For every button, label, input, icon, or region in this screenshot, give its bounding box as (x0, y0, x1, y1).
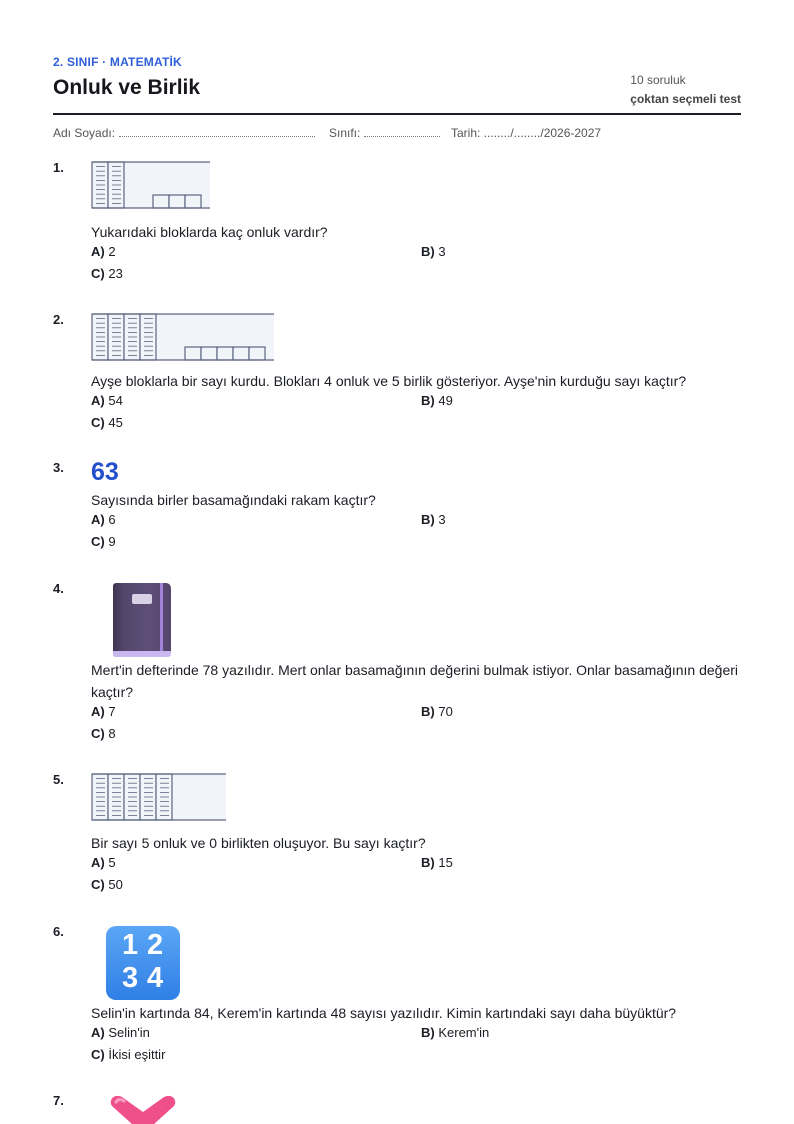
featured-number: 63 (91, 458, 119, 486)
option-text: 70 (438, 704, 453, 719)
option-text: 49 (438, 393, 453, 408)
option-text: 8 (108, 726, 116, 741)
worksheet-page (53, 0, 741, 1108)
option-text: 23 (108, 266, 123, 281)
option-text: 6 (108, 512, 116, 527)
one-cube (201, 347, 217, 360)
base10-blocks-figure (91, 773, 226, 825)
option-letter: C) (91, 534, 105, 549)
option-b[interactable] (421, 512, 446, 527)
question-content (91, 659, 741, 741)
option-text: 7 (108, 704, 116, 719)
digit: 3 (122, 962, 139, 994)
name-blank[interactable] (119, 126, 315, 137)
option-text: 54 (108, 393, 123, 408)
option-letter: B) (421, 393, 435, 408)
option-a[interactable] (91, 1025, 150, 1040)
option-text: Selin'in (108, 1025, 150, 1040)
option-text: 2 (108, 244, 116, 259)
option-c[interactable] (91, 534, 116, 549)
question-number: 1. (53, 160, 64, 175)
base10-blocks-figure (91, 313, 274, 365)
question-content (91, 489, 741, 549)
question-content (91, 221, 741, 281)
one-cube (217, 347, 233, 360)
option-letter: B) (421, 512, 435, 527)
student-info (53, 115, 741, 155)
option-letter: C) (91, 877, 105, 892)
question-body (91, 773, 741, 830)
tens-blocks (92, 314, 274, 360)
question-number: 3. (53, 460, 64, 475)
question-count: 10 soruluk (630, 73, 686, 87)
option-a[interactable] (91, 512, 116, 527)
option-c[interactable] (91, 1047, 165, 1062)
notebook-band (160, 583, 163, 651)
question-content (91, 370, 741, 430)
digit: 4 (147, 962, 164, 994)
question-body (106, 1094, 756, 1124)
option-text: 3 (438, 244, 446, 259)
question-body (91, 457, 741, 487)
option-text: 50 (108, 877, 123, 892)
grade-subject: 2. SINIF · MATEMATİK (53, 55, 182, 69)
numbers-1234-icon (106, 926, 180, 1000)
option-letter: B) (421, 704, 435, 719)
notebook-label (132, 594, 152, 604)
option-letter: B) (421, 1025, 435, 1040)
option-a[interactable] (91, 393, 123, 408)
worksheet-header (53, 0, 741, 115)
option-a[interactable] (91, 855, 116, 870)
option-letter: A) (91, 393, 105, 408)
test-meta (630, 71, 741, 109)
question-number: 5. (53, 772, 64, 787)
one-cube (185, 195, 201, 208)
one-cube (153, 195, 169, 208)
date-field[interactable] (451, 126, 601, 140)
option-c[interactable] (91, 266, 123, 281)
option-text: 45 (108, 415, 123, 430)
date-label: Tarih: ......../......../2026-2027 (451, 126, 602, 140)
option-a[interactable] (91, 244, 116, 259)
class-field[interactable] (329, 126, 440, 140)
one-cube (249, 347, 265, 360)
question-text: Yukarıdaki bloklarda kaç onluk vardır? (91, 224, 328, 240)
name-label: Adı Soyadı: (53, 126, 116, 140)
question-text: Mert'in defterinde 78 yazılıdır. Mert onlar basamağının değerini bulmak istiyor. Onlar basamağının değeri kaçtır? (91, 662, 739, 700)
option-text: İkisi eşittir (108, 1047, 166, 1062)
option-letter: A) (91, 704, 105, 719)
test-type: çoktan seçmeli test (630, 92, 741, 106)
question-number: 7. (53, 1093, 64, 1108)
one-cube (233, 347, 249, 360)
option-b[interactable] (421, 855, 453, 870)
digit: 1 (122, 929, 139, 961)
question-body (106, 926, 756, 1000)
base10-blocks-figure (91, 161, 210, 213)
one-cube (169, 195, 185, 208)
class-blank[interactable] (364, 126, 440, 137)
option-text: 5 (108, 855, 116, 870)
notebook-pages (113, 651, 171, 657)
question-number: 2. (53, 312, 64, 327)
digit: 2 (147, 929, 164, 961)
one-cube (185, 347, 201, 360)
option-letter: A) (91, 1025, 105, 1040)
question-content (91, 1002, 741, 1062)
option-c[interactable] (91, 877, 123, 892)
tens-blocks (92, 162, 210, 208)
option-letter: C) (91, 266, 105, 281)
class-label: Sınıfı: (329, 126, 361, 140)
option-letter: B) (421, 855, 435, 870)
option-b[interactable] (421, 244, 446, 259)
option-letter: B) (421, 244, 435, 259)
option-text: 15 (438, 855, 453, 870)
question-body (113, 583, 763, 657)
question-text: Sayısında birler basamağındaki rakam kaçtır? (91, 492, 376, 508)
question-text: Selin'in kartında 84, Kerem'in kartında 48 sayısı yazılıdır. Kimin kartındaki sayı daha büyüktür? (91, 1005, 677, 1021)
question-text: Bir sayı 5 onluk ve 0 birlikten oluşuyor. Bu sayı kaçtır? (91, 835, 426, 851)
option-b[interactable] (421, 1025, 489, 1040)
question-body (91, 161, 741, 218)
heart-icon (106, 1094, 180, 1124)
question-text: Ayşe bloklarla bir sayı kurdu. Blokları 4 onluk ve 5 birlik gösteriyor. Ayşe'nin kurduğu sayı kaçtır? (91, 373, 687, 389)
question-number: 4. (53, 581, 64, 596)
tens-blocks (92, 774, 226, 820)
option-letter: A) (91, 244, 105, 259)
name-field[interactable] (53, 126, 315, 140)
question-body (91, 313, 741, 370)
option-letter: A) (91, 855, 105, 870)
option-b[interactable] (421, 393, 453, 408)
option-letter: C) (91, 1047, 105, 1062)
option-text: 9 (108, 534, 116, 549)
option-c[interactable] (91, 726, 116, 741)
option-text: 3 (438, 512, 446, 527)
option-letter: A) (91, 512, 105, 527)
option-c[interactable] (91, 415, 123, 430)
option-letter: C) (91, 415, 105, 430)
option-letter: C) (91, 726, 105, 741)
option-b[interactable] (421, 704, 453, 719)
question-number: 6. (53, 924, 64, 939)
notebook-icon (113, 583, 171, 657)
option-text: Kerem'in (438, 1025, 490, 1040)
page-title: Onluk ve Birlik (53, 76, 201, 99)
question-content (91, 832, 741, 892)
option-a[interactable] (91, 704, 116, 719)
